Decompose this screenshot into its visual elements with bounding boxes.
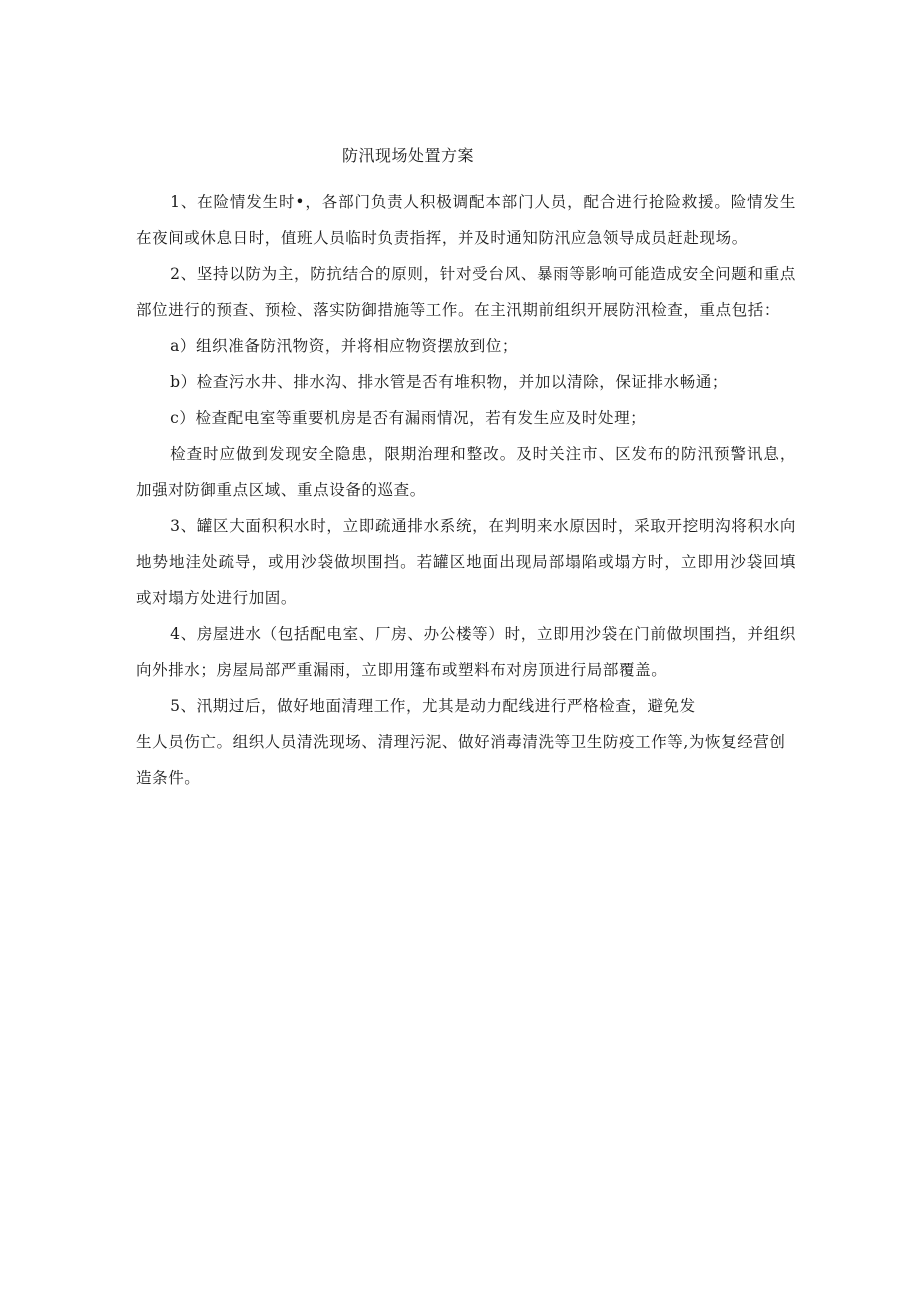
document-title: 防汛现场处置方案 [342, 146, 475, 165]
paragraph-1: 1、在险情发生时•，各部门负责人积极调配本部门人员，配合进行抢险救援。险情发生在夜间或休息日时，值班人员临时负责指挥，并及时通知防汛应急领导成员赶赴现场。 [136, 193, 796, 247]
paragraph-5 [136, 688, 796, 796]
paragraph-5-rest: 生人员伤亡。组织人员清洗现场、清理污泥、做好消毒清洗等卫生防疫工作等,为恢复经营创造条件。 [136, 733, 786, 787]
document-body [136, 184, 796, 796]
list-item-c: c）检查配电室等重要机房是否有漏雨情况，若有发生应及时处理； [170, 409, 647, 427]
paragraph-2: 2、坚持以防为主，防抗结合的原则，针对受台风、暴雨等影响可能造成安全问题和重点部位进行的预查、预检、落实防御措施等工作。在主汛期前组织开展防汛检查，重点包括： [136, 265, 796, 319]
list-item-a: a）组织准备防汛物资，并将相应物资摆放到位； [170, 337, 519, 355]
paragraph-4: 4、房屋进水（包括配电室、厂房、办公楼等）时，立即用沙袋在门前做坝围挡，并组织向外排水；房屋局部严重漏雨，立即用篷布或塑料布对房顶进行局部覆盖。 [136, 625, 796, 679]
paragraph-5-first-line: 5、汛期过后，做好地面清理工作，尤其是动力配线进行严格检查，避免发 [170, 697, 696, 715]
list-item-b: b）检查污水井、排水沟、排水管是否有堆积物，并加以清除，保证排水畅通； [170, 373, 729, 391]
inspection-note: 检查时应做到发现安全隐患，限期治理和整改。及时关注市、区发布的防汛预警讯息，加强对防御重点区域、重点设备的巡查。 [136, 445, 796, 499]
paragraph-3: 3、罐区大面积积水时，立即疏通排水系统，在判明来水原因时，采取开挖明沟将积水向地势地洼处疏导，或用沙袋做坝围挡。若罐区地面出现局部塌陷或塌方时，立即用沙袋回填或对塌方处进行加固。 [136, 517, 796, 607]
